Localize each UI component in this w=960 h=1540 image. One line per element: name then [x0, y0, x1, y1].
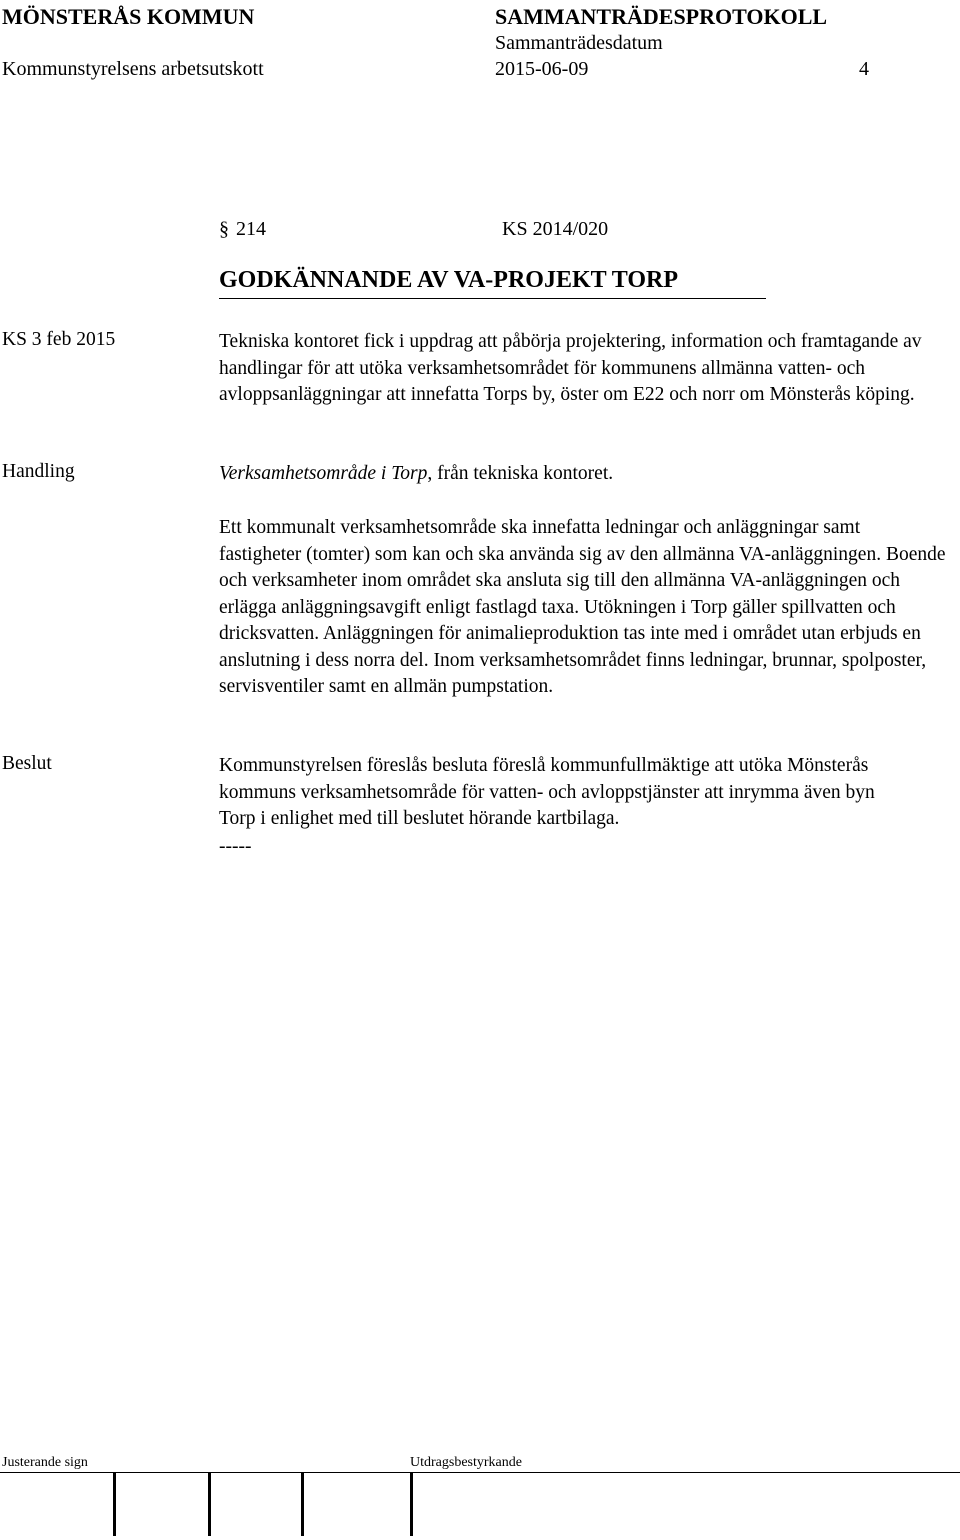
description-paragraph: Ett kommunalt verksamhetsområde ska innefatta ledningar och anläggningar samt fastigheter (tomter) som kan och ska använda sig av den allmänna VA-anläggningen. Boende och verksamheter inom området ska ansluta sig till den allmänna VA-anläggningen och erlägga anläggningsavgift enligt fastlagd taxa. Utökningen i Torp gäller spillvatten och dricksvatten. Anläggningen för animalieproduktion tas inte med i området utan erbjuds en anslutning i dess norra del. Inom verksamhetsområdet finns ledningar, brunnar, spolposter, servisventiler samt en allmän pumpstation.	[219, 517, 946, 697]
handling-document-title: Verksamhetsområde i Torp	[219, 463, 428, 484]
handling-source: , från tekniska kontoret.	[427, 463, 614, 484]
beslut-label: Beslut	[2, 753, 52, 774]
ks-date-label: KS 3 feb 2015	[2, 329, 116, 350]
handling-label: Handling	[2, 461, 75, 482]
document-type: SAMMANTRÄDESPROTOKOLL	[495, 4, 828, 29]
beslut-paragraph: Kommunstyrelsen föreslås besluta föreslå kommunfullmäktige att utöka Mönsterås kommuns verksamhetsområde för vatten- och avloppstjänster att inrymma även byn Torp i enlighet med till beslutet hörande kartbilaga.	[219, 755, 875, 829]
org-name: MÖNSTERÅS KOMMUN	[2, 4, 255, 29]
footer-rule	[0, 1472, 960, 1473]
case-number: KS 2014/020	[502, 218, 609, 240]
committee-name: Kommunstyrelsens arbetsutskott	[2, 58, 264, 80]
signature-box-divider	[410, 1472, 413, 1536]
meeting-date: 2015-06-09	[495, 58, 589, 80]
paragraph-number: 214	[236, 218, 266, 240]
signature-box-divider	[113, 1472, 116, 1536]
signature-box-divider	[301, 1472, 304, 1536]
item-title: GODKÄNNANDE AV VA-PROJEKT TORP	[219, 267, 678, 293]
title-underline	[219, 298, 766, 299]
date-label: Sammanträdesdatum	[495, 32, 663, 54]
justerande-sign-label: Justerande sign	[2, 1455, 88, 1470]
handling-line	[219, 461, 949, 488]
signature-box-divider	[208, 1472, 211, 1536]
page-number: 4	[859, 58, 869, 80]
ks-paragraph: Tekniska kontoret fick i uppdrag att påbörja projektering, information och framtagande av handlingar för att utöka verksamhetsområdet för kommunens allmänna vatten- och avloppsanläggningar att innefatta Torps by, öster om E22 och norr om Mönsterås köping.	[219, 331, 922, 405]
end-marker: -----	[219, 836, 252, 857]
section-mark: §	[219, 218, 229, 240]
utdragsbestyrkande-label: Utdragsbestyrkande	[410, 1455, 522, 1470]
